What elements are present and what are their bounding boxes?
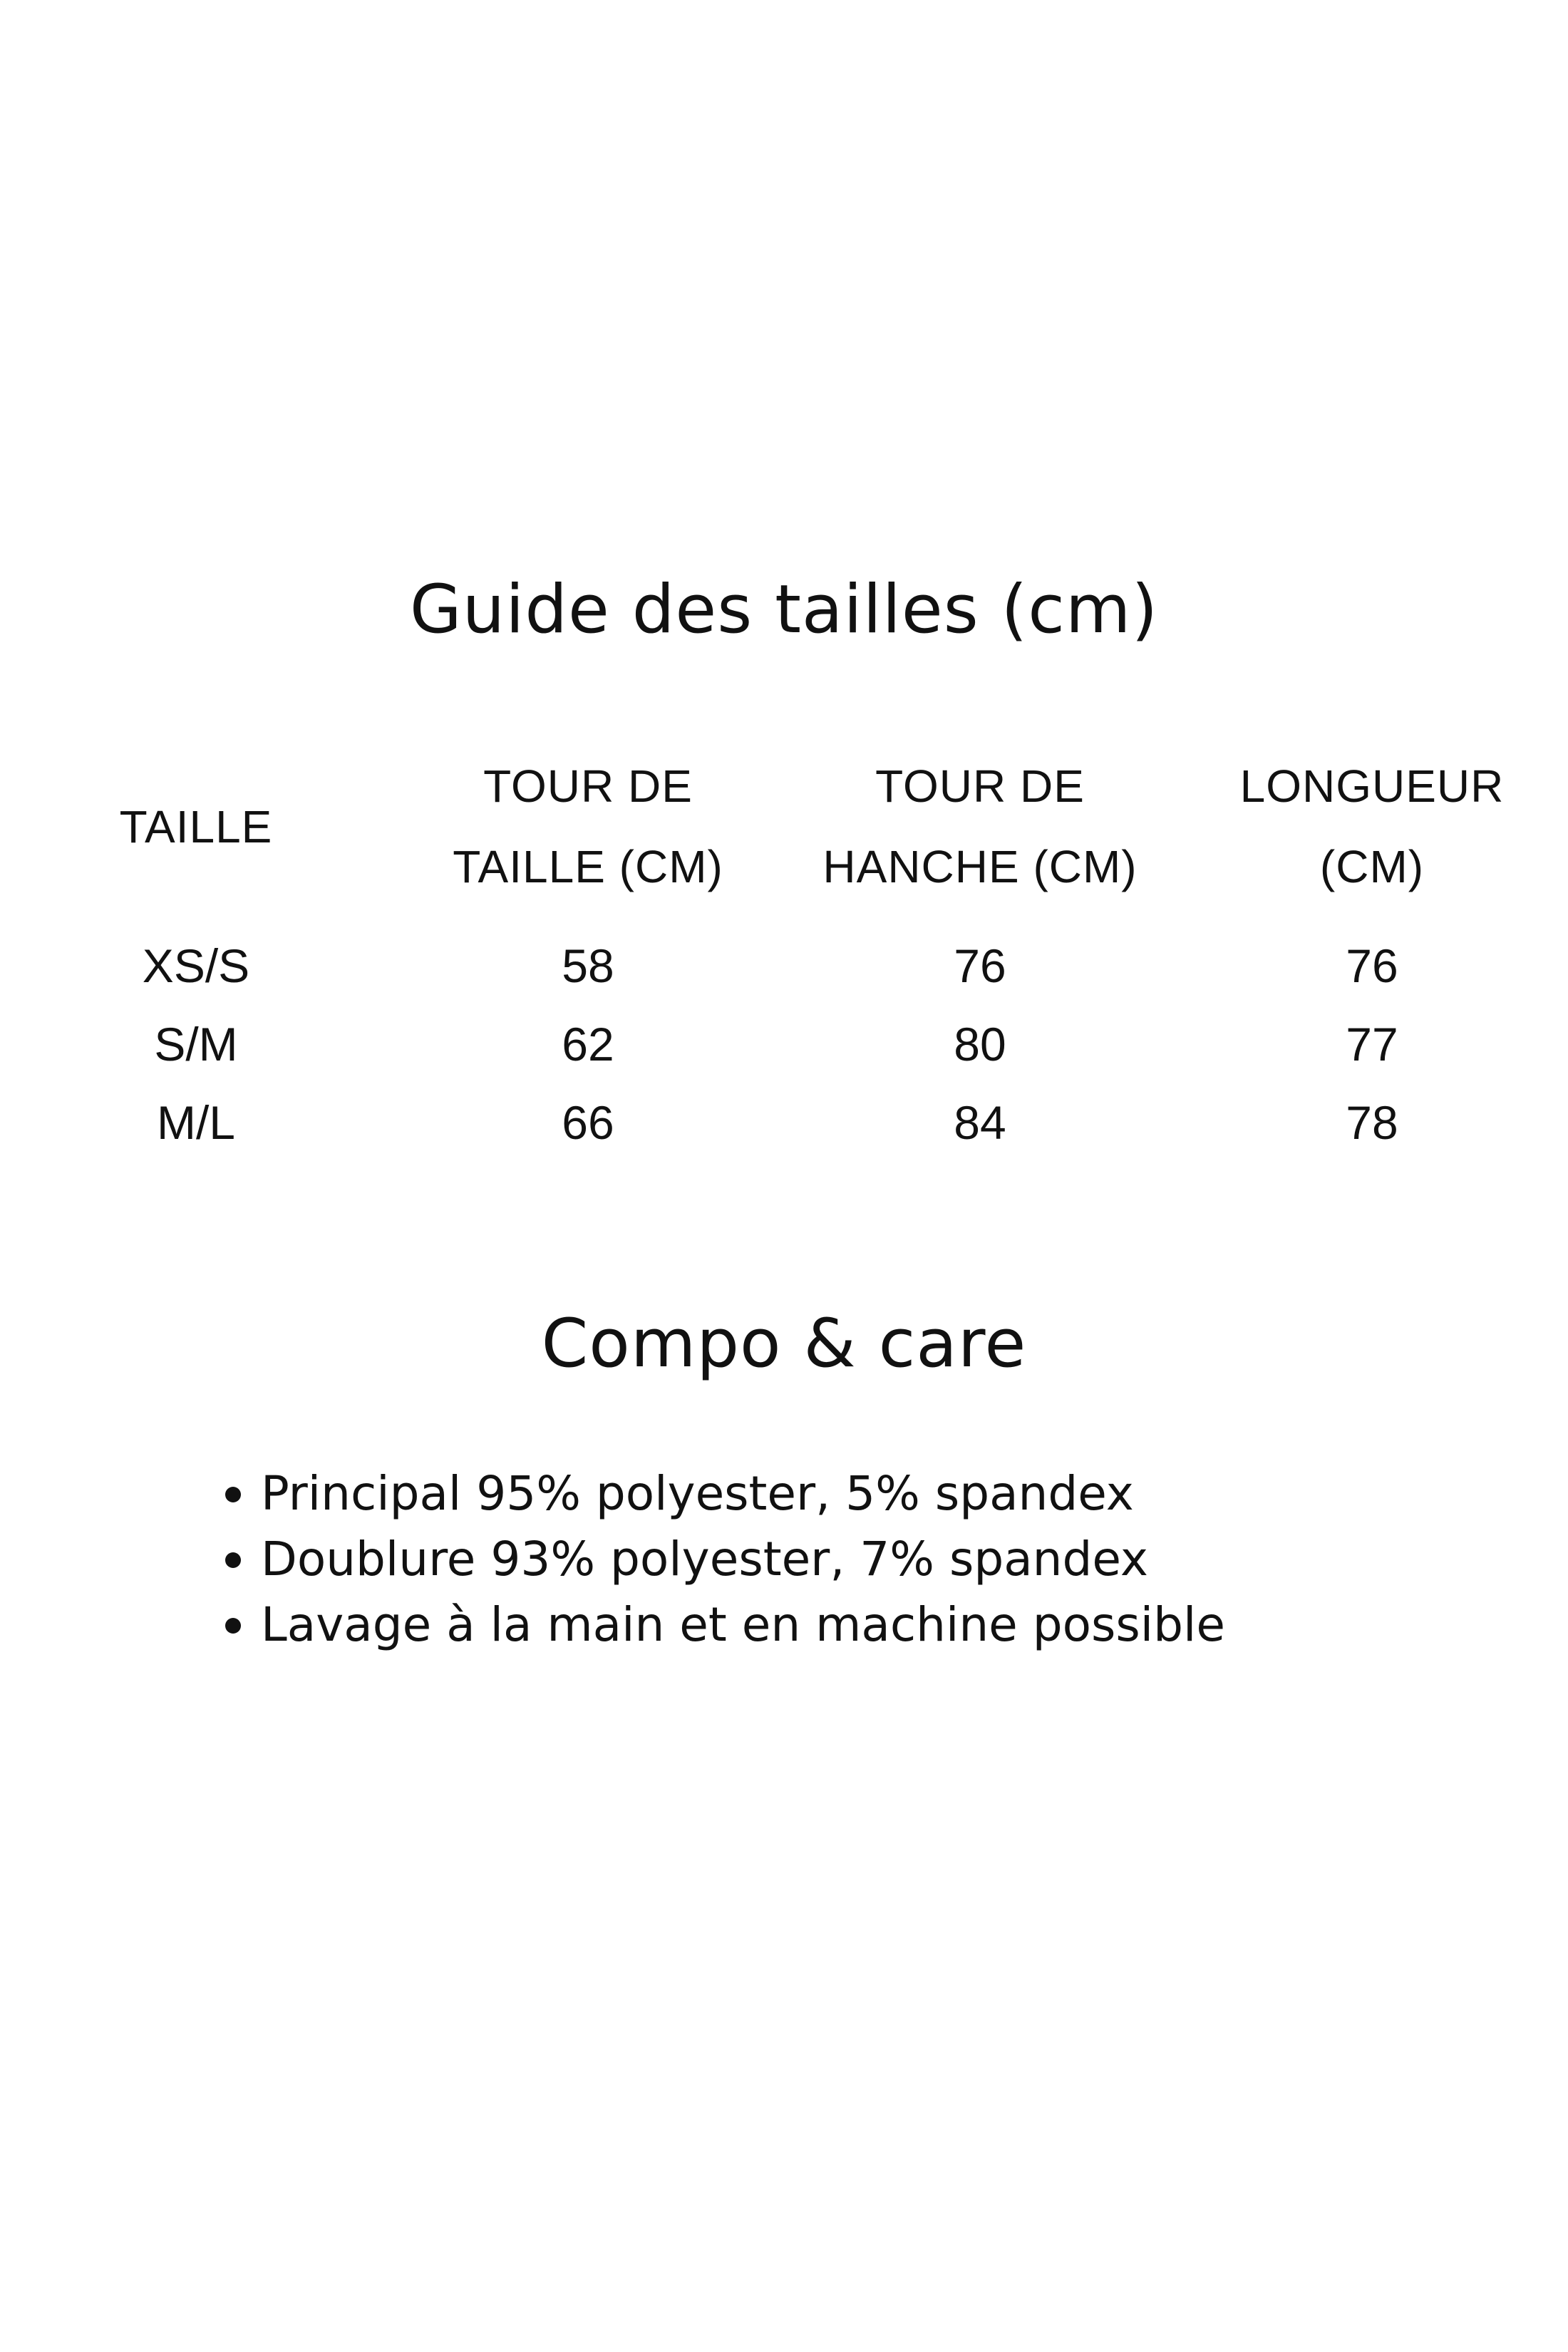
cell-waist: 66 (562, 1096, 614, 1149)
care-item-text: Doublure 93% polyester, 7% spandex (261, 1532, 1148, 1587)
care-item-text: Lavage à la main et en machine possible (261, 1597, 1225, 1652)
cell-waist: 62 (562, 1018, 614, 1071)
cell-hip: 84 (954, 1096, 1006, 1149)
header-waist (392, 741, 784, 912)
header-hip-line1: TOUR DE (875, 760, 1085, 812)
bullet-icon (225, 1618, 241, 1634)
size-guide-title: Guide des tailles (cm) (409, 571, 1159, 649)
header-hip (784, 741, 1176, 912)
cell-hip: 76 (954, 939, 1006, 992)
cell-length: 78 (1346, 1096, 1398, 1149)
size-table (0, 741, 1568, 1162)
table-row (0, 912, 1568, 1005)
list-item (214, 1592, 1497, 1658)
cell-waist: 58 (562, 939, 614, 992)
care-item-text: Principal 95% polyester, 5% spandex (261, 1466, 1134, 1521)
cell-length: 77 (1346, 1018, 1398, 1071)
header-length (1176, 741, 1568, 912)
header-waist-line2: TAILLE (CM) (453, 841, 723, 892)
cell-size: M/L (156, 1096, 236, 1149)
header-size (0, 741, 392, 912)
header-hip-line2: HANCHE (CM) (822, 841, 1138, 892)
cell-hip: 80 (954, 1018, 1006, 1071)
care-title: Compo & care (541, 1305, 1027, 1383)
cell-size: S/M (154, 1018, 238, 1071)
list-item (214, 1527, 1497, 1592)
table-row (0, 1083, 1568, 1162)
list-item (214, 1461, 1497, 1527)
cell-length: 76 (1346, 939, 1398, 992)
header-length-line2: (CM) (1319, 841, 1425, 892)
bullet-icon (225, 1487, 241, 1502)
cell-size: XS/S (142, 939, 250, 992)
bullet-icon (225, 1552, 241, 1568)
header-length-line1: LONGUEUR (1239, 760, 1505, 812)
care-list (214, 1461, 1497, 1658)
size-table-header-row (0, 741, 1568, 912)
header-waist-line1: TOUR DE (483, 760, 693, 812)
header-size-label: TAILLE (119, 800, 273, 852)
table-row (0, 1005, 1568, 1083)
